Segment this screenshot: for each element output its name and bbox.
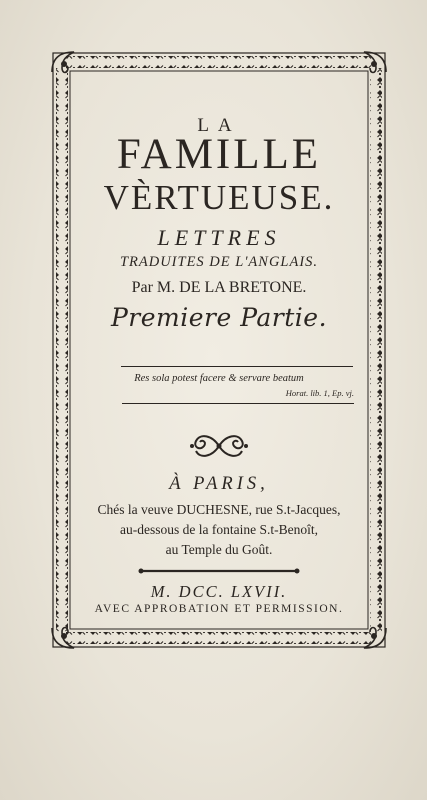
publisher-line-3: au Temple du Goût.	[165, 542, 273, 557]
epigraph-source: Horat. lib. 1, Ep. vj.	[285, 388, 354, 398]
title-line-1: FAMILLE	[116, 131, 322, 178]
ornamental-frame	[50, 50, 388, 650]
date-line: M. DCC. LXVII.	[150, 582, 288, 601]
part-line: Premiere Partie.	[110, 303, 328, 332]
subtitle-traduites: TRADUITES DE L'ANGLAIS.	[119, 254, 319, 270]
epigraph-rule	[122, 403, 354, 404]
city-line: À PARIS,	[169, 474, 269, 494]
epigraph: Res sola potest facere & servare beatum	[134, 373, 304, 384]
author-line: Par M. DE LA BRETONE.	[131, 279, 307, 296]
ornamental-rule	[138, 567, 300, 575]
subtitle-lettres: LETTRES	[157, 225, 281, 250]
approbation-line: AVEC APPROBATION ET PERMISSION.	[94, 603, 344, 615]
title-page-text	[50, 50, 388, 650]
publisher-line-2: au-dessous de la fontaine S.t-Benoît,	[120, 522, 318, 537]
top-rule	[121, 366, 353, 367]
publisher-line-1: Chés la veuve DUCHESNE, rue S.t-Jacques,	[97, 502, 341, 517]
title-article: LA	[197, 115, 241, 136]
title-line-2: VÈRTUEUSE.	[103, 178, 335, 217]
fleuron-icon	[188, 429, 250, 463]
